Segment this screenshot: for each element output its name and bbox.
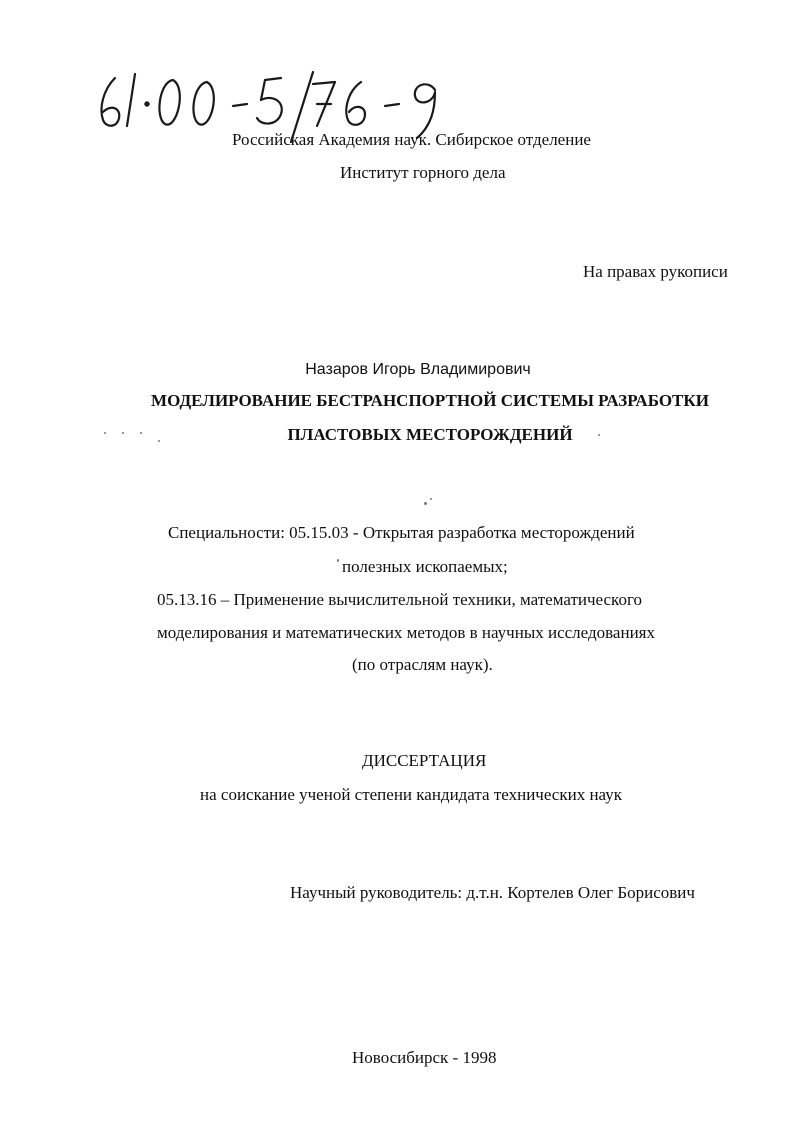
- scan-speck: [430, 498, 432, 500]
- scan-speck: [140, 432, 142, 434]
- rights-notice: На правах рукописи: [583, 262, 728, 281]
- place-and-year: Новосибирск - 1998: [352, 1048, 497, 1067]
- scan-speck: [158, 440, 160, 442]
- scan-speck: [424, 502, 427, 505]
- scan-speck: [122, 432, 124, 434]
- scientific-advisor: Научный руководитель: д.т.н. Кортелев Олег Борисович: [290, 883, 695, 902]
- scan-speck: [104, 432, 106, 434]
- author-name: Назаров Игорь Владимирович: [305, 361, 531, 378]
- specialty-line-3: 05.13.16 – Применение вычислительной техники, математического: [157, 590, 642, 609]
- institute-name: Институт горного дела: [340, 163, 506, 182]
- specialty-line-5: (по отраслям наук).: [352, 655, 493, 674]
- degree-purpose: на соискание ученой степени кандидата технических наук: [200, 785, 623, 804]
- scan-speck: [337, 559, 339, 562]
- dissertation-title-line-1: МОДЕЛИРОВАНИЕ БЕСТРАНСПОРТНОЙ СИСТЕМЫ РАЗРАБОТКИ: [151, 391, 709, 410]
- dissertation-title-line-2: ПЛАСТОВЫХ МЕСТОРОЖДЕНИЙ: [287, 425, 573, 444]
- document-type-label: ДИССЕРТАЦИЯ: [362, 751, 487, 770]
- specialty-line-1: Специальности: 05.15.03 - Открытая разработка месторождений: [168, 523, 635, 542]
- specialty-line-2: полезных ископаемых;: [342, 557, 508, 576]
- organization-name: Российская Академия наук. Сибирское отделение: [232, 130, 591, 149]
- specialty-line-4: моделирования и математических методов в научных исследованиях: [157, 623, 655, 642]
- scan-speck: [598, 434, 600, 436]
